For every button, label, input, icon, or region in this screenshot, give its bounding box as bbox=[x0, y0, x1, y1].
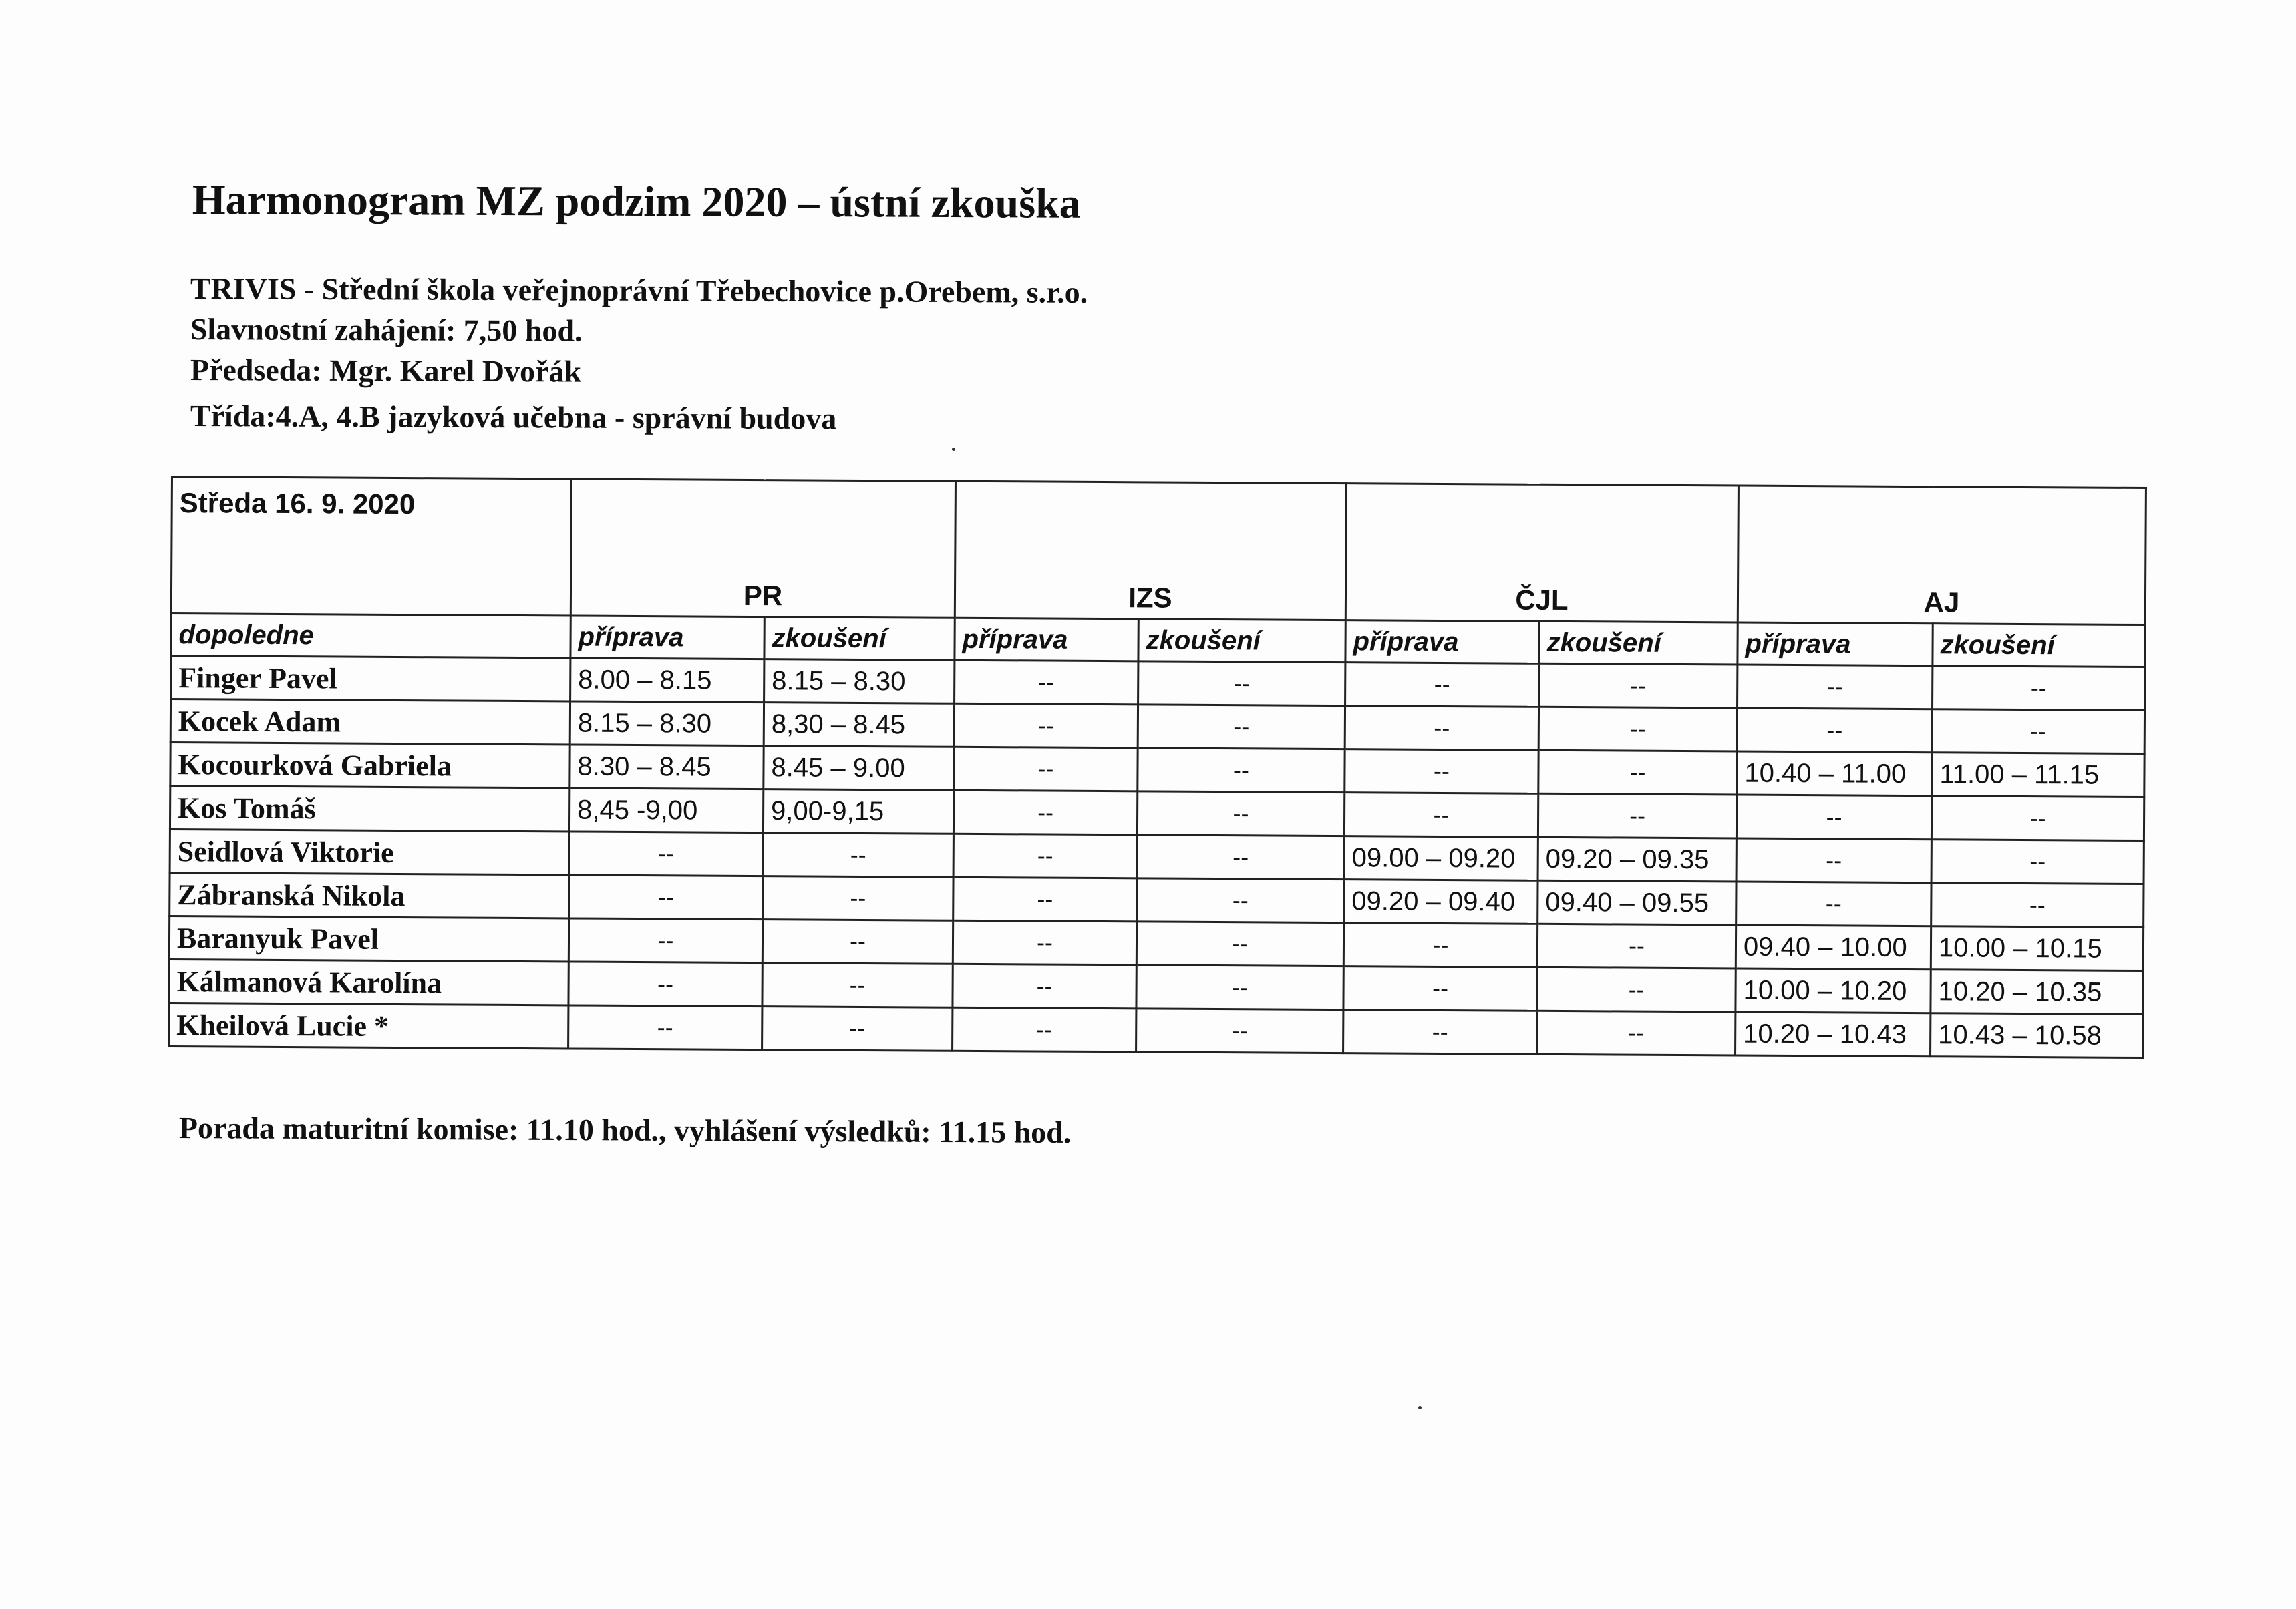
scan-speck bbox=[952, 448, 955, 451]
student-name: Kocek Adam bbox=[170, 699, 570, 745]
column-header: zkoušení bbox=[764, 617, 955, 661]
empty-slot-cell: -- bbox=[1136, 965, 1343, 1010]
empty-slot-cell: -- bbox=[954, 703, 1138, 748]
school-name: TRIVIS - Střední škola veřejnoprávní Třebechovice p.Orebem, s.r.o. bbox=[190, 271, 1088, 309]
subject-header-row bbox=[171, 477, 2146, 625]
empty-slot-cell: -- bbox=[763, 876, 953, 921]
empty-slot-cell: -- bbox=[1931, 840, 2144, 884]
empty-slot-cell: -- bbox=[1344, 793, 1538, 838]
time-slot-cell: 8,30 – 8.45 bbox=[764, 703, 954, 747]
empty-slot-cell: -- bbox=[1933, 666, 2145, 711]
time-slot-cell: 8,45 -9,00 bbox=[569, 788, 763, 833]
empty-slot-cell: -- bbox=[762, 920, 953, 964]
empty-slot-cell: -- bbox=[1539, 663, 1738, 708]
empty-slot-cell: -- bbox=[1345, 663, 1539, 707]
time-slot-cell: 10.20 – 10.35 bbox=[1931, 970, 2143, 1015]
time-slot-cell: 9,00-9,15 bbox=[763, 789, 953, 834]
time-slot-cell: 8.15 – 8.30 bbox=[570, 701, 764, 746]
empty-slot-cell: -- bbox=[1931, 883, 2144, 928]
subject-header: IZS bbox=[955, 481, 1346, 620]
time-slot-cell: 09.00 – 09.20 bbox=[1344, 836, 1538, 881]
student-name: Finger Pavel bbox=[171, 656, 570, 701]
empty-slot-cell: -- bbox=[1136, 922, 1343, 966]
empty-slot-cell: -- bbox=[569, 832, 763, 876]
time-slot-cell: 10.00 – 10.20 bbox=[1736, 968, 1931, 1013]
time-slot-cell: 10.40 – 11.00 bbox=[1737, 751, 1932, 796]
empty-slot-cell: -- bbox=[955, 660, 1138, 705]
schedule-table bbox=[168, 476, 2147, 1059]
empty-slot-cell: -- bbox=[1538, 707, 1737, 751]
opening-time: Slavnostní zahájení: 7,50 hod. bbox=[190, 312, 583, 348]
scan-speck bbox=[1418, 1406, 1422, 1409]
schedule-table-wrapper bbox=[168, 476, 2147, 1059]
empty-slot-cell: -- bbox=[953, 920, 1136, 965]
empty-slot-cell: -- bbox=[1736, 795, 1931, 840]
subject-header: AJ bbox=[1738, 486, 2146, 625]
student-name: Zábranská Nikola bbox=[170, 872, 569, 918]
empty-slot-cell: -- bbox=[1345, 706, 1538, 751]
class-info: Třída:4.A, 4.B jazyková učebna - správní budova bbox=[190, 399, 837, 436]
chair-person: Předseda: Mgr. Karel Dvořák bbox=[190, 353, 582, 389]
time-slot-cell: 09.40 – 09.55 bbox=[1538, 880, 1736, 925]
empty-slot-cell: -- bbox=[1931, 796, 2144, 841]
empty-slot-cell: -- bbox=[953, 964, 1136, 1009]
column-header: příprava bbox=[955, 618, 1138, 661]
empty-slot-cell: -- bbox=[1343, 1010, 1537, 1055]
time-slot-cell: 8.30 – 8.45 bbox=[570, 745, 764, 789]
time-slot-cell: 10.20 – 10.43 bbox=[1736, 1012, 1931, 1057]
period-label: dopoledne bbox=[171, 614, 570, 658]
student-name: Seidlová Viktorie bbox=[170, 829, 569, 874]
time-slot-cell: 09.20 – 09.35 bbox=[1538, 837, 1736, 882]
empty-slot-cell: -- bbox=[953, 1007, 1136, 1052]
time-slot-cell: 09.20 – 09.40 bbox=[1344, 880, 1538, 924]
subject-header: PR bbox=[570, 479, 955, 618]
empty-slot-cell: -- bbox=[1138, 705, 1345, 749]
meeting-note: Porada maturitní komise: 11.10 hod., vyhlášení výsledků: 11.15 hod. bbox=[178, 1111, 1072, 1149]
schedule-body bbox=[169, 656, 2145, 1058]
empty-slot-cell: -- bbox=[1537, 924, 1736, 968]
empty-slot-cell: -- bbox=[1537, 1011, 1736, 1055]
empty-slot-cell: -- bbox=[569, 875, 763, 920]
column-header: příprava bbox=[1738, 622, 1933, 666]
empty-slot-cell: -- bbox=[568, 918, 762, 963]
time-slot-cell: 8.00 – 8.15 bbox=[570, 658, 764, 703]
empty-slot-cell: -- bbox=[1137, 791, 1344, 836]
empty-slot-cell: -- bbox=[1736, 838, 1931, 883]
page-title: Harmonogram MZ podzim 2020 – ústní zkouška bbox=[192, 176, 1081, 227]
column-header: zkoušení bbox=[1539, 621, 1738, 665]
empty-slot-cell: -- bbox=[953, 834, 1137, 878]
empty-slot-cell: -- bbox=[1345, 749, 1538, 794]
time-slot-cell: 8.45 – 9.00 bbox=[764, 746, 954, 791]
student-name: Baranyuk Pavel bbox=[169, 916, 568, 961]
empty-slot-cell: -- bbox=[1737, 708, 1932, 753]
column-header: příprava bbox=[1345, 620, 1539, 664]
subject-header: ČJL bbox=[1345, 484, 1738, 622]
column-header: zkoušení bbox=[1933, 624, 2145, 667]
empty-slot-cell: -- bbox=[1538, 793, 1736, 838]
student-name: Kálmanová Karolína bbox=[169, 959, 568, 1005]
empty-slot-cell: -- bbox=[1932, 709, 2144, 754]
time-slot-cell: 8.15 – 8.30 bbox=[764, 659, 955, 704]
empty-slot-cell: -- bbox=[1136, 1009, 1343, 1053]
student-name: Kheilová Lucie * bbox=[169, 1003, 568, 1048]
empty-slot-cell: -- bbox=[762, 963, 953, 1008]
empty-slot-cell: -- bbox=[1537, 967, 1736, 1012]
empty-slot-cell: -- bbox=[1138, 748, 1345, 793]
empty-slot-cell: -- bbox=[568, 1005, 762, 1050]
time-slot-cell: 10.00 – 10.15 bbox=[1931, 926, 2143, 971]
empty-slot-cell: -- bbox=[1736, 882, 1931, 926]
student-name: Kocourková Gabriela bbox=[170, 743, 570, 788]
empty-slot-cell: -- bbox=[762, 1007, 953, 1051]
column-header: příprava bbox=[570, 616, 764, 659]
empty-slot-cell: -- bbox=[1137, 878, 1344, 923]
time-slot-cell: 09.40 – 10.00 bbox=[1736, 925, 1931, 970]
empty-slot-cell: -- bbox=[953, 877, 1137, 922]
empty-slot-cell: -- bbox=[1343, 923, 1537, 968]
empty-slot-cell: -- bbox=[1538, 750, 1737, 795]
empty-slot-cell: -- bbox=[1343, 966, 1537, 1011]
time-slot-cell: 10.43 – 10.58 bbox=[1931, 1013, 2143, 1058]
empty-slot-cell: -- bbox=[1738, 665, 1933, 709]
empty-slot-cell: -- bbox=[954, 747, 1138, 791]
empty-slot-cell: -- bbox=[953, 790, 1137, 835]
day-label: Středa 16. 9. 2020 bbox=[171, 477, 571, 616]
empty-slot-cell: -- bbox=[1137, 835, 1344, 880]
student-name: Kos Tomáš bbox=[170, 786, 569, 832]
empty-slot-cell: -- bbox=[1138, 661, 1345, 706]
time-slot-cell: 11.00 – 11.15 bbox=[1932, 753, 2144, 797]
empty-slot-cell: -- bbox=[568, 962, 762, 1007]
column-header: zkoušení bbox=[1138, 619, 1345, 663]
empty-slot-cell: -- bbox=[763, 833, 953, 878]
